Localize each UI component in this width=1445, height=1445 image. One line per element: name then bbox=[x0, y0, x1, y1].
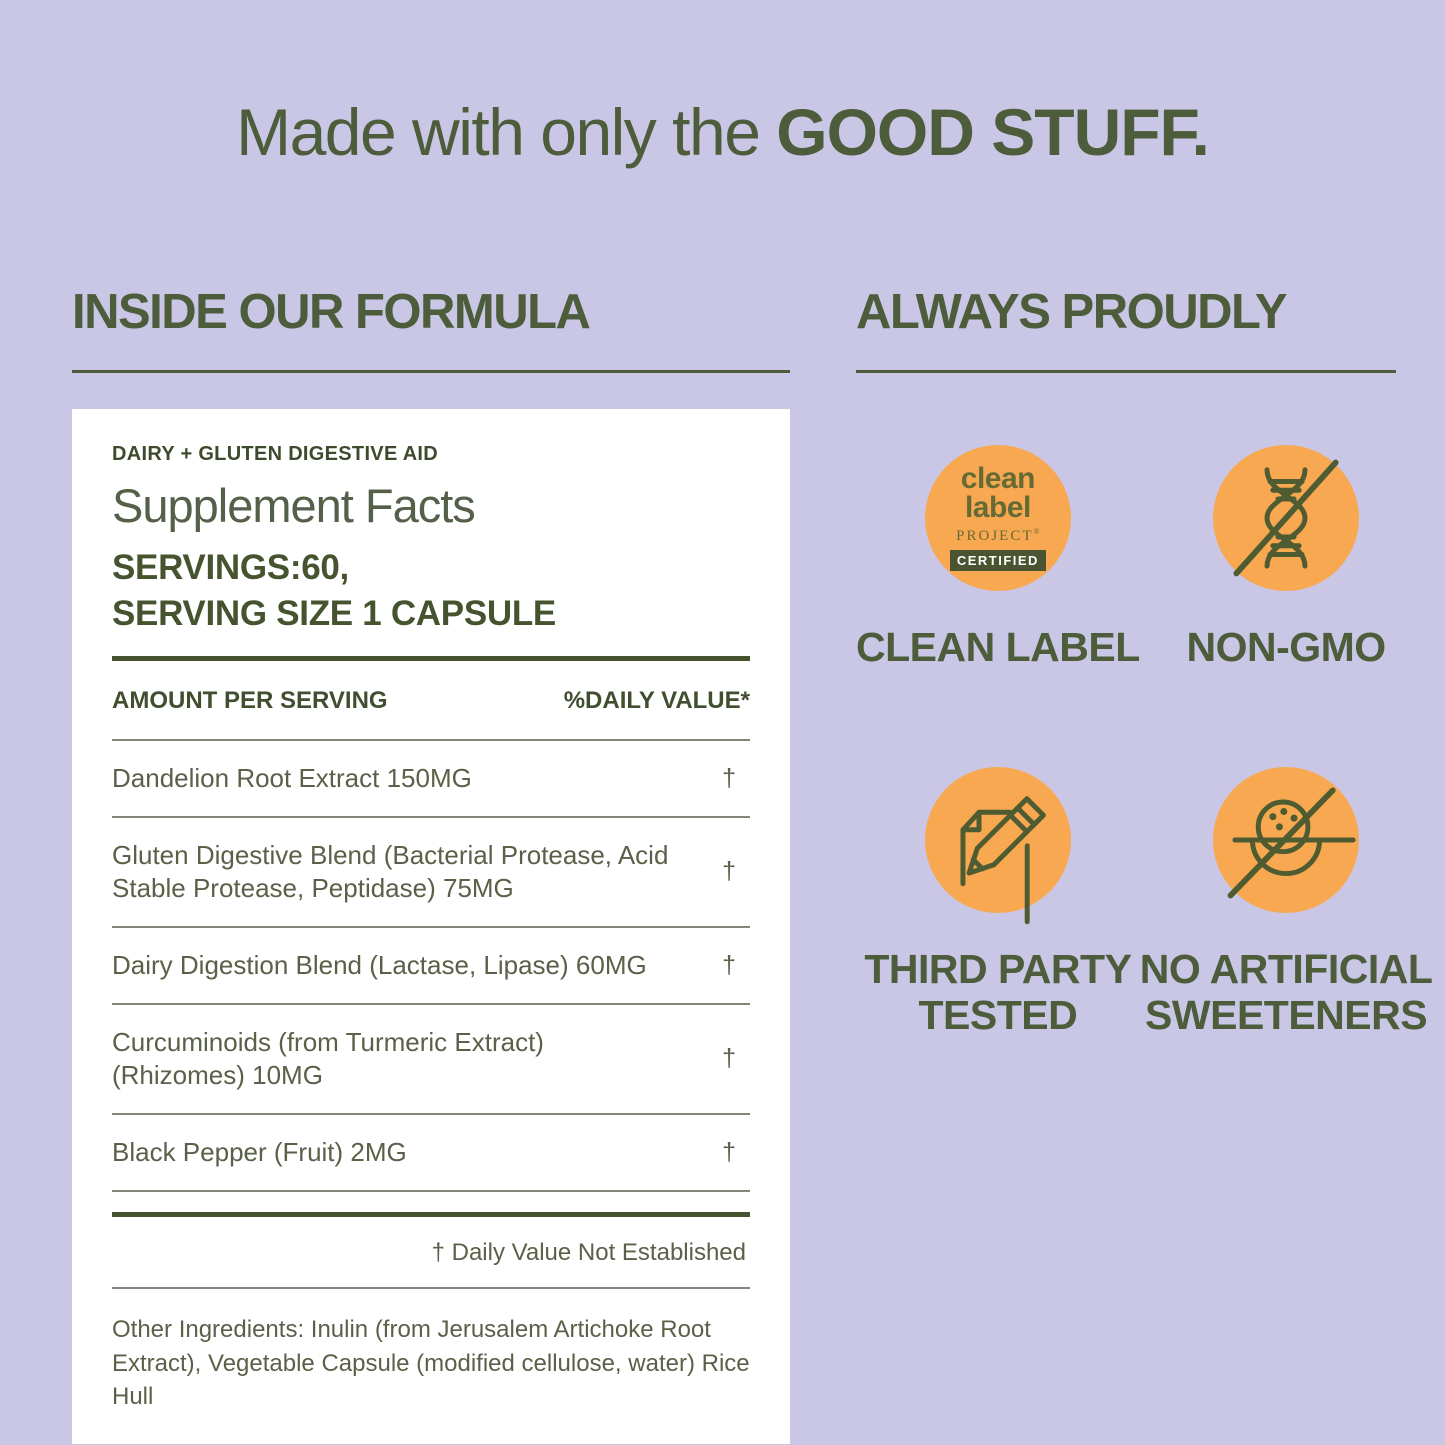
daily-value-footnote: † Daily Value Not Established bbox=[431, 1239, 746, 1267]
servings-count: SERVINGS:60, bbox=[112, 548, 349, 587]
daily-value-dagger: † bbox=[722, 1044, 736, 1073]
badge-clean-label bbox=[856, 445, 1140, 671]
seal-certified-text: CERTIFIED bbox=[950, 550, 1046, 571]
ingredient-name: Dairy Digestion Blend (Lactase, Lipase) 60MG bbox=[112, 950, 647, 981]
badge-label bbox=[1186, 625, 1385, 671]
badge-non-gmo bbox=[1186, 445, 1385, 671]
page-title-regular: Made with only the bbox=[236, 95, 777, 169]
servings-info bbox=[112, 545, 750, 636]
table-row bbox=[112, 1115, 750, 1192]
ingredient-name: Gluten Digestive Blend (Bacterial Protease, Acid Stable Protease, Peptidase) 75MG bbox=[112, 840, 669, 904]
seal-project-text bbox=[956, 527, 1039, 545]
supplement-facts-card bbox=[72, 409, 790, 1444]
daily-value-dagger: † bbox=[722, 1137, 736, 1166]
page-title bbox=[0, 94, 1445, 170]
badge-third-party-tested bbox=[864, 767, 1131, 1039]
ingredient-name: Black Pepper (Fruit) 2MG bbox=[112, 1137, 407, 1168]
supplement-facts-title: Supplement Facts bbox=[112, 479, 475, 532]
serving-size: SERVING SIZE 1 CAPSULE bbox=[112, 593, 556, 633]
right-heading-rule bbox=[856, 370, 1396, 373]
seal-word-label: label bbox=[964, 490, 1031, 524]
table-row bbox=[112, 928, 750, 1005]
registered-mark: ® bbox=[1033, 527, 1040, 536]
daily-value-dagger: † bbox=[722, 857, 736, 886]
seal-word-clean: clean bbox=[960, 462, 1035, 495]
badge-no-artificial-sweeteners bbox=[1140, 767, 1433, 1039]
badge-label-line: NO ARTIFICIAL bbox=[1139, 945, 1433, 992]
left-section-heading: INSIDE OUR FORMULA bbox=[72, 285, 590, 339]
badge-label-line: NON-GMO bbox=[1186, 624, 1386, 670]
product-kicker: DAIRY + GLUTEN DIGESTIVE AID bbox=[112, 443, 439, 465]
paper-pencil-icon bbox=[925, 767, 1071, 913]
badge-label bbox=[1140, 947, 1433, 1039]
table-row bbox=[112, 818, 750, 928]
table-row bbox=[112, 741, 750, 818]
badge-label-line: TESTED bbox=[918, 991, 1078, 1038]
badge-label-line: THIRD PARTY bbox=[864, 945, 1132, 992]
daily-value-dagger: † bbox=[722, 763, 736, 792]
badge-label-line: CLEAN LABEL bbox=[856, 624, 1140, 670]
facts-table-header bbox=[112, 661, 750, 739]
dna-strikethrough-icon bbox=[1213, 445, 1359, 591]
always-proudly-section bbox=[856, 284, 1433, 1039]
right-section-heading: ALWAYS PROUDLY bbox=[856, 285, 1287, 339]
column-daily-value: %DAILY VALUE* bbox=[563, 687, 750, 714]
sweetener-bowl-strikethrough-icon bbox=[1213, 767, 1359, 913]
column-amount-per-serving: AMOUNT PER SERVING bbox=[112, 687, 388, 714]
ingredient-name: Curcuminoids (from Turmeric Extract) (Rhizomes) 10MG bbox=[112, 1027, 544, 1091]
ingredient-name: Dandelion Root Extract 150MG bbox=[112, 763, 472, 793]
table-row bbox=[112, 1005, 750, 1115]
left-heading-rule bbox=[72, 370, 790, 373]
daily-value-dagger: † bbox=[722, 950, 736, 979]
other-ingredients: Other Ingredients: Inulin (from Jerusalem Artichoke Root Extract), Vegetable Capsule (modified cellulose, water) Rice Hull bbox=[112, 1316, 750, 1411]
badge-label bbox=[856, 625, 1140, 671]
badge-label bbox=[864, 947, 1131, 1039]
page-title-bold: GOOD STUFF. bbox=[776, 95, 1209, 169]
badge-grid bbox=[856, 445, 1433, 1039]
inside-our-formula-section bbox=[72, 284, 790, 1444]
clean-label-seal-icon bbox=[925, 445, 1071, 591]
badge-label-line: SWEETENERS bbox=[1145, 991, 1428, 1038]
seal-project-word: PROJECT bbox=[956, 528, 1034, 544]
